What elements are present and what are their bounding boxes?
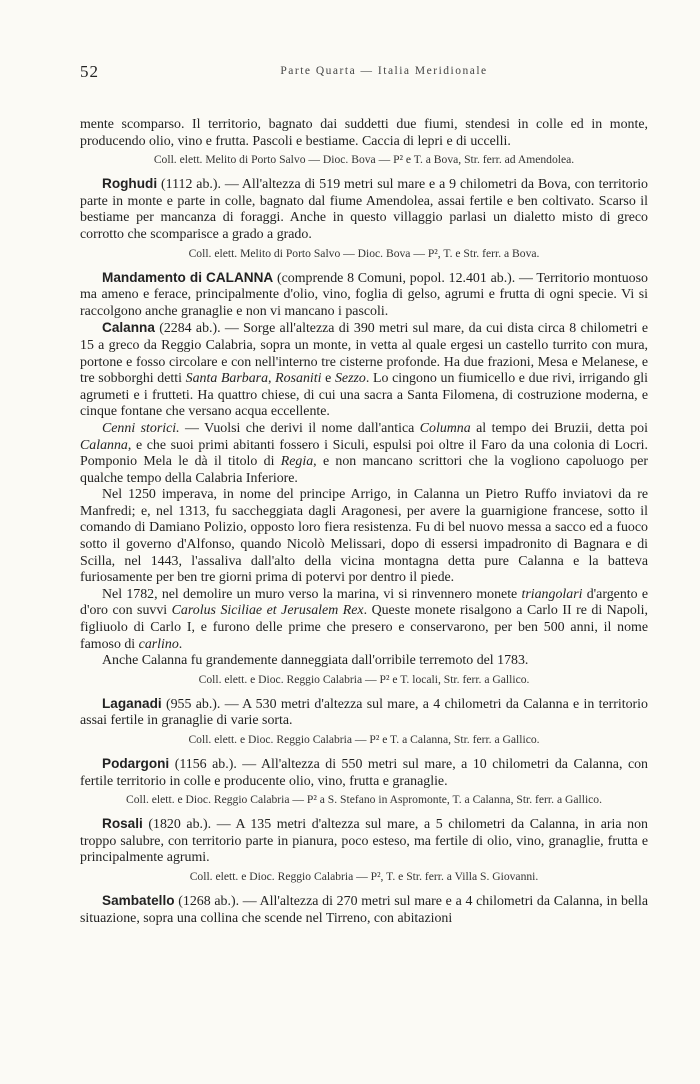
text-run: Nel 1782, nel demolire un muro verso la marina, vi si rinvennero monete	[102, 586, 522, 602]
text-run: (1268 ab.). — All'altezza di 270 metri sul mare e a 4 chilometri da Calanna, in bella situazione, sopra una collina che scende nel Tirreno, con abitazioni	[80, 893, 648, 926]
place-name: Sambatello	[102, 892, 175, 908]
page-number: 52	[80, 62, 99, 81]
italic-text: Cenni storici.	[102, 420, 180, 436]
body-paragraph	[80, 487, 648, 587]
text-run: (1820 ab.). — A 135 metri d'altezza sul mare, a 5 chilometri da Calanna, in aria non troppo salubre, con territorio parte in pianura, poco esteso, ma fertile di olio, vino, granaglie, frutta e principalmente agrumi.	[80, 817, 648, 866]
postal-info-line: Coll. elett. Melito di Porto Salvo — Dioc. Bova — P², T. e Str. ferr. a Bova.	[188, 246, 540, 260]
italic-text: Rosaniti	[275, 371, 322, 387]
gazetteer-entry	[80, 176, 648, 243]
text-run: d'argento e d'oro con suvvi	[80, 586, 648, 619]
text-run: e	[321, 371, 335, 387]
italic-text: Carolus Siciliae et Jerusalem Rex	[171, 603, 364, 619]
italic-text: Santa Barbara	[185, 371, 269, 387]
gazetteer-entry	[80, 270, 648, 321]
text-run: Anche Calanna fu grandemente danneggiata dall'orribile terremoto del 1783.	[102, 653, 529, 669]
body-paragraph	[80, 320, 648, 421]
text-run: (2284 ab.). — Sorge all'altezza di 390 metri sul mare, da cui dista circa 8 chilometri e 15 a greco da Reggio Calabria, sopra un monte, in vetta al quale ergesi un castello turrito con mura, portone e fosso circolare e con nell'interno tre cisterne profonde. Ha due frazioni, Mesa e Melanese, e tre sobborghi detti	[80, 321, 648, 387]
text-run: .	[178, 636, 183, 652]
text-run: . Lo cingono un fiumicello e due rivi, irrigando gli agrumeti e i frutteti. Ha quattro chiese, di cui una sacra a Santa Filomena, di costruzione moderna, e cinque fontane che versano acqua eccellente.	[80, 371, 648, 420]
gazetteer-entry	[80, 756, 648, 790]
italic-text: Calanna	[80, 437, 128, 453]
text-run: (1156 ab.). — All'altezza di 550 metri sul mare, a 10 chilometri da Calanna, con fertile territorio in colle e producente olio, vino, frutta e granaglie.	[80, 757, 648, 789]
running-title: Parte Quarta — Italia Meridionale	[280, 65, 488, 77]
page-body	[80, 117, 648, 927]
page-header	[80, 62, 648, 82]
text-run: Nel 1250 imperava, in nome del principe Arrigo, in Calanna un Pietro Ruffo inviatovi da re Manfredi; e, nel 1313, fu saccheggiata dagli Aragonesi, per avere la guarnigione francese, sotto il comando di Damiano Polizio, opposto loro fiera resistenza. Fu di bel nuovo messa a sacco ed a fuoco sotto il governo d'Alfonso, quando Nicolò Melissari, dopo di essersi impadronito di Bagnara e di Scilla, nel 1443, l'assaliva dall'alto della vicina montagna detta pure Calanna e la batteva furiosamente per ben tre giorni prima di potervi por dentro il piede.	[80, 487, 648, 586]
postal-info-line: Coll. elett. e Dioc. Reggio Calabria — P² e T. a Calanna, Str. ferr. a Gallico.	[188, 733, 540, 746]
italic-text: Columna	[419, 420, 471, 436]
gazetteer-entry	[80, 816, 648, 867]
postal-info-line: Coll. elett. e Dioc. Reggio Calabria — P² e T. locali, Str. ferr. a Gallico.	[198, 672, 530, 686]
italic-text: triangolari	[521, 586, 583, 602]
text-run: , e non mancano scrittori che la vogliono capoluogo per qualche tempo della Calabria Inferiore.	[80, 454, 649, 486]
text-run: , e che suoi primi abitanti fossero i Siculi, espulsi poi oltre il Faro da una colonia di Locri. Pomponio Mela le dà il titolo di	[80, 437, 648, 470]
place-name: Laganadi	[102, 695, 162, 711]
italic-text: Regia	[280, 454, 314, 470]
place-name: Podargoni	[102, 756, 170, 771]
postal-info-line: Coll. elett. Melito di Porto Salvo — Dioc. Bova — P² e T. a Bova, Str. ferr. ad Amendolea.	[153, 153, 575, 167]
place-name: Calanna	[102, 320, 155, 336]
place-name: Mandamento di CALANNA	[102, 269, 274, 285]
text-run: ,	[268, 371, 276, 387]
postal-info-line: Coll. elett. e Dioc. Reggio Calabria — P², T. e Str. ferr. a Villa S. Giovanni.	[189, 869, 539, 883]
continued-paragraph	[80, 117, 648, 150]
text-run: — Vuolsi che derivi il nome dall'antica	[179, 420, 420, 436]
italic-text: Sezzo	[334, 371, 366, 387]
gazetteer-entry	[80, 696, 648, 730]
italic-text: carlino	[138, 636, 179, 652]
text-run: . Queste monete risalgono a Carlo II re di Napoli, figliuolo di Carlo I, e furono delle prime che presero e conservarono, per ben 500 anni, il nome famoso di	[80, 603, 648, 652]
place-name: Roghudi	[102, 176, 158, 192]
text-run: al tempo dei Bruzii, detta poi	[470, 420, 648, 436]
text-run: (1112 ab.). — All'altezza di 519 metri sul mare e a 9 chilometri da Bova, con territorio parte in monte e parte in colle, bagnato dal fiume Amendolea, assai fertile e ben coltivato. Scarso il bestiame per mancanza di foraggi. Anche in questo villaggio parlasi un dialetto misto di greco corrotto che scomparisce a grado a grado.	[80, 177, 648, 242]
text-run: (comprende 8 Comuni, popol. 12.401 ab.). — Territorio montuoso ma ameno e ferace, principalmente d'olio, vino, foglia di gelso, agrumi e frutta di ogni specie. Vi si raccolgono anche granaglie e non vi mancano i pascoli.	[80, 270, 648, 319]
body-paragraph	[80, 653, 648, 670]
postal-info-line: Coll. elett. e Dioc. Reggio Calabria — P² a S. Stefano in Aspromonte, T. a Calanna, Str. ferr. a Gallico.	[125, 793, 603, 807]
body-paragraph	[80, 587, 648, 653]
text-run: mente scomparso. Il territorio, bagnato dai suddetti due fiumi, stendesi in colle ed in monte, producendo olio, vino e frutta. Pascoli e bestiame. Caccia di lepri e di uccelli.	[80, 117, 648, 149]
text-run: (955 ab.). — A 530 metri d'altezza sul mare, a 4 chilometri da Calanna e in territorio assai fertile in granaglie di varie sorta.	[80, 696, 648, 729]
place-name: Rosali	[102, 816, 143, 832]
gazetteer-entry	[80, 893, 648, 927]
body-paragraph	[80, 421, 648, 487]
